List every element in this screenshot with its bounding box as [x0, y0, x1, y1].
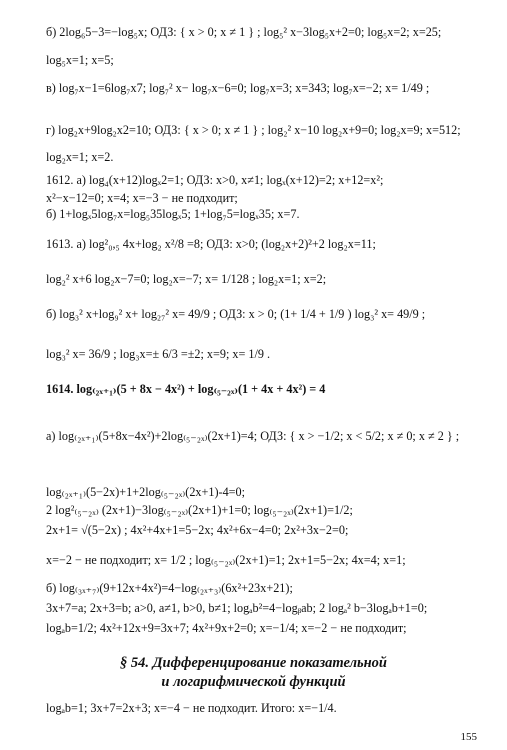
line-1613a-cont: log₂² x+6 log₂x−7=0; log₂x=−7; x= 1/128 ; log₂x=1; x=2; — [46, 272, 327, 286]
line-6b: б) 2log₆5−3=−log₅x; ОДЗ: { x > 0; x ≠ 1 } ; log₅² x−3log₅x+2=0; log₅x=2; x=25; — [46, 25, 442, 39]
line-1614: 1614. log₍₂ₓ₊₁₎(5 + 8x − 4x²) + log₍₅₋₂ₓ₎(1 + 4x + 4x²) = 4 — [46, 382, 326, 396]
page-number: 155 — [460, 731, 477, 743]
line-1613b-cont: log₃² x= 36/9 ; log₃x=± 6/3 =±2; x=9; x= 1/9 . — [46, 347, 271, 361]
line-1614a: а) log₍₂ₓ₊₁₎(5+8x−4x²)+2log₍₅₋₂ₓ₎(2x+1)=4; ОДЗ: { x > −1/2; x < 5/2; x ≠ 0; x ≠ 2 } ; — [46, 429, 460, 443]
section-title-line-1: § 54. Дифференцирование показательной — [119, 655, 387, 671]
line-1613b: б) log₃² x+log₉² x+ log₂₇² x= 49/9 ; ОДЗ: x > 0; (1+ 1/4 + 1/9 ) log₃² x= 49/9 ; — [46, 307, 426, 321]
line-1612a-cont: x²−x−12=0; x=4; x=−3 − не подходит; — [46, 191, 238, 205]
line-6g-cont: log₂x=1; x=2. — [46, 150, 114, 164]
section-title-line-2: и логарифмической функций — [161, 674, 346, 690]
line-6g: г) log₂x+9log₂x2=10; ОДЗ: { x > 0; x ≠ 1 } ; log₂² x−10 log₂x+9=0; log₂x=9; x=512; — [46, 123, 461, 137]
line-1613a: 1613. а) log²₀,₅ 4x+log₂ x²/8 =8; ОДЗ: x>0; (log₂x+2)²+2 log₂x=11; — [46, 237, 376, 251]
line-1614b: б) log₍₃ₓ₊₇₎(9+12x+4x²)=4−log₍₂ₓ₊₃₎(6x²+23x+21); — [46, 581, 293, 595]
line-1614a-4: 2x+1= √(5−2x) ; 4x²+4x+1=5−2x; 4x²+6x−4=0; 2x²+3x−2=0; — [46, 523, 349, 537]
line-1614a-5: x=−2 − не подходит; x= 1/2 ; log₍₅₋₂ₓ₎(2x+1)=1; 2x+1=5−2x; 4x=4; x=1; — [46, 553, 406, 567]
line-1614b-3: logₐb=1/2; 4x²+12x+9=3x+7; 4x²+9x+2=0; x=−1/4; x=−2 − не подходит; — [46, 621, 407, 635]
line-6b-cont: log₅x=1; x=5; — [46, 53, 114, 67]
line-1614a-2: log₍₂ₓ₊₁₎(5−2x)+1+2log₍₅₋₂ₓ₎(2x+1)-4=0; — [46, 485, 246, 499]
line-6v: в) log₇x−1=6log₇x7; log₇² x− log₇x−6=0; log₇x=3; x=343; log₇x=−2; x= 1/49 ; — [46, 81, 430, 95]
line-1612a: 1612. а) log₄(x+12)logₓ2=1; ОДЗ: x>0, x≠1; logₓ(x+12)=2; x+12=x²; — [46, 173, 384, 187]
line-1614a-3: 2 log²₍₅₋₂ₓ₎ (2x+1)−3log₍₅₋₂ₓ₎(2x+1)+1=0; log₍₅₋₂ₓ₎(2x+1)=1/2; — [46, 503, 353, 517]
line-1614b-final: logₐb=1; 3x+7=2x+3; x=−4 − не подходит. Итого: x=−1/4. — [46, 701, 337, 715]
line-1612b: б) 1+logₓ5log₇x=log₅35logₓ5; 1+log₇5=logₓ35; x=7. — [46, 207, 300, 221]
line-1614b-2: 3x+7=a; 2x+3=b; a>0, a≠1, b>0, b≠1; logₐb²=4−logᵦab; 2 logₐ² b−3logₐb+1=0; — [46, 601, 428, 615]
